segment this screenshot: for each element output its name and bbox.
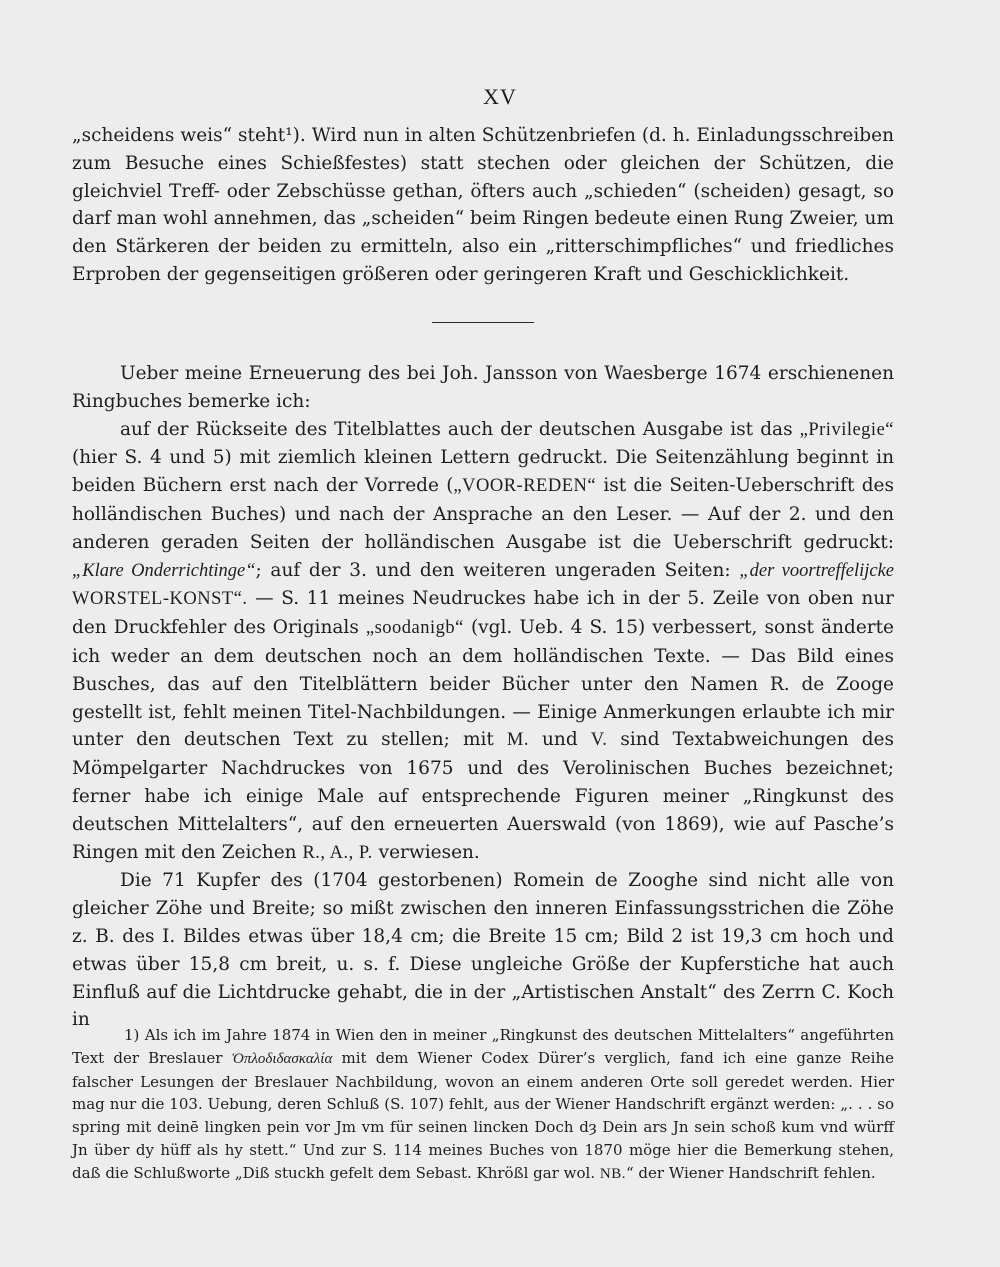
text-run: — S. 11 meines Neudruckes habe ich in der 5. Zeile von oben nur den Druckfehler des Originals xyxy=(72,588,894,639)
antiqua-run: NB. xyxy=(599,1165,626,1182)
text-run: (hier S. 4 und 5) mit ziemlich kleinen Lettern gedruckt. Die Seitenzählung beginnt in beiden Büchern erst nach der Vorrede ( xyxy=(72,447,894,497)
text-run: sind Textabweichungen des Mömpelgarter Nachdruckes von 1675 und des Verolinischen Buches bezeichnet; ferner habe ich einige Male auf entsprechende Figuren meiner „Ringkunst des deutschen Mittelalters“, auf den erneuerten Auerswald (von 1869), wie auf Pasche’s Ringen mit den Zeichen xyxy=(72,729,894,863)
antiqua-run: WORSTEL-KONST“. xyxy=(72,589,248,610)
section-divider xyxy=(432,322,534,323)
antiqua-run: R., A., P. xyxy=(302,842,373,863)
antiqua-run: „Privilegie“ xyxy=(799,419,894,440)
continuation-paragraph: „scheidens weis“ steht¹). Wird nun in alten Schützenbriefen (d. h. Einladungsschreiben zum Besuche eines Schießfestes) statt stechen oder gleichen der Schützen, die gleichviel Treff- oder Zebschüsse gethan, öfters auch „schieden“ (scheiden) gesagt, so darf man wohl annehmen, das „scheiden“ beim Ringen bedeute einen Rung Zweier, um den Stärkeren der beiden zu ermitteln, also ein „ritterschimpfliches“ und friedliches Erproben der gegenseitigen größeren oder geringeren Kraft und Geschicklichkeit. xyxy=(72,125,894,285)
footnote-text: “ der Wiener Handschrift fehlen. xyxy=(625,1163,876,1182)
antiqua-run: „soodanigb“ xyxy=(365,618,464,639)
antiqua-run: „VOOR-REDEN“ xyxy=(453,476,597,497)
antiqua-run: M. xyxy=(506,730,529,751)
paragraph-description xyxy=(72,416,894,868)
text-run: verwiesen. xyxy=(372,841,480,863)
text-run: ist die Seiten-Ueberschrift des holländischen Buches) und nach der Ansprache an den Leser. — Auf der 2. und den anderen geraden Seiten der holländischen Ausgabe ist die Ueberschrift gedruckt: xyxy=(72,475,894,553)
antiqua-run: V. xyxy=(590,730,608,751)
page-number: XV xyxy=(483,84,517,109)
intro-paragraph: Ueber meine Erneuerung des bei Joh. Jansson von Waesberge 1674 erschienenen Ringbuches bemerke ich: xyxy=(72,363,894,412)
footnote-text: mit dem Wiener Codex Dürer’s verglich, fand ich eine ganze Reihe falscher Lesungen der Breslauer Nachbildung, wovon an einem anderen Orte soll geredet werden. Hier mag nur die 103. Uebung, deren Schluß (S. 107) fehlt, aus der Wiener Handschrift ergänzt werden: „. . . so spring mit deinē lingken pein vor Jm vm für seinen lincken Doch dȝ Dein ars Jn sein schoß kum vnd würff Jn über dy hüff als hy stett.“ Und zur S. 114 meines Buches von 1870 möge hier die Bemerkung stehen, daß die Schlußworte „Diß stuckh gefelt dem Sebast. Khrößl gar wol. xyxy=(72,1048,894,1182)
text-run: (vgl. Ueb. 4 S. 15) verbessert, sonst änderte ich weder an dem deutschen noch an dem holländischen Texte. — Das Bild eines Busches, das auf den Titelblättern beider Bücher unter den Namen R. de Zooge gestellt ist, fehlt meinen Titel-Nachbildungen. — Einige Anmerkungen erlaubte ich mir unter den deutschen Text zu stellen; mit xyxy=(72,617,894,751)
footnote-divider xyxy=(72,1022,894,1023)
footnote-text: 1) Als ich im Jahre 1874 in Wien den in meiner „Ringkunst des deutschen Mittelalters“ angeführten Text der Breslauer xyxy=(72,1026,894,1067)
text-run: auf der Rückseite des Titelblattes auch der deutschen Ausgabe ist das xyxy=(120,418,800,440)
text-run: und xyxy=(528,729,591,751)
paragraph-engravings: Die 71 Kupfer des (1704 gestorbenen) Romein de Zooghe sind nicht alle von gleicher Zöhe und Breite; so mißt zwischen den inneren Einfassungsstrichen die Zöhe z. B. des I. Bildes etwas über 18,4 cm; die Breite 15 cm; Bild 2 ist 19,3 cm hoch und etwas über 15,8 cm breit, u. s. f. Diese ungleiche Größe der Kupferstiche hat auch Einfluß auf die Lichtdrucke gehabt, die in der „Artistischen Anstalt“ des Zerrn C. Koch in xyxy=(72,870,894,1031)
footnote xyxy=(72,1024,894,1186)
text-run: ; auf der 3. und den weiteren ungeraden Seiten: xyxy=(255,559,740,581)
section-text xyxy=(72,360,894,1034)
italic-run: „der voortreffelijcke xyxy=(739,560,894,581)
italic-run: „Klare Onderrichtinge“ xyxy=(72,560,256,581)
greek-title: Ὁπλοδιδασκαλία xyxy=(231,1050,333,1067)
